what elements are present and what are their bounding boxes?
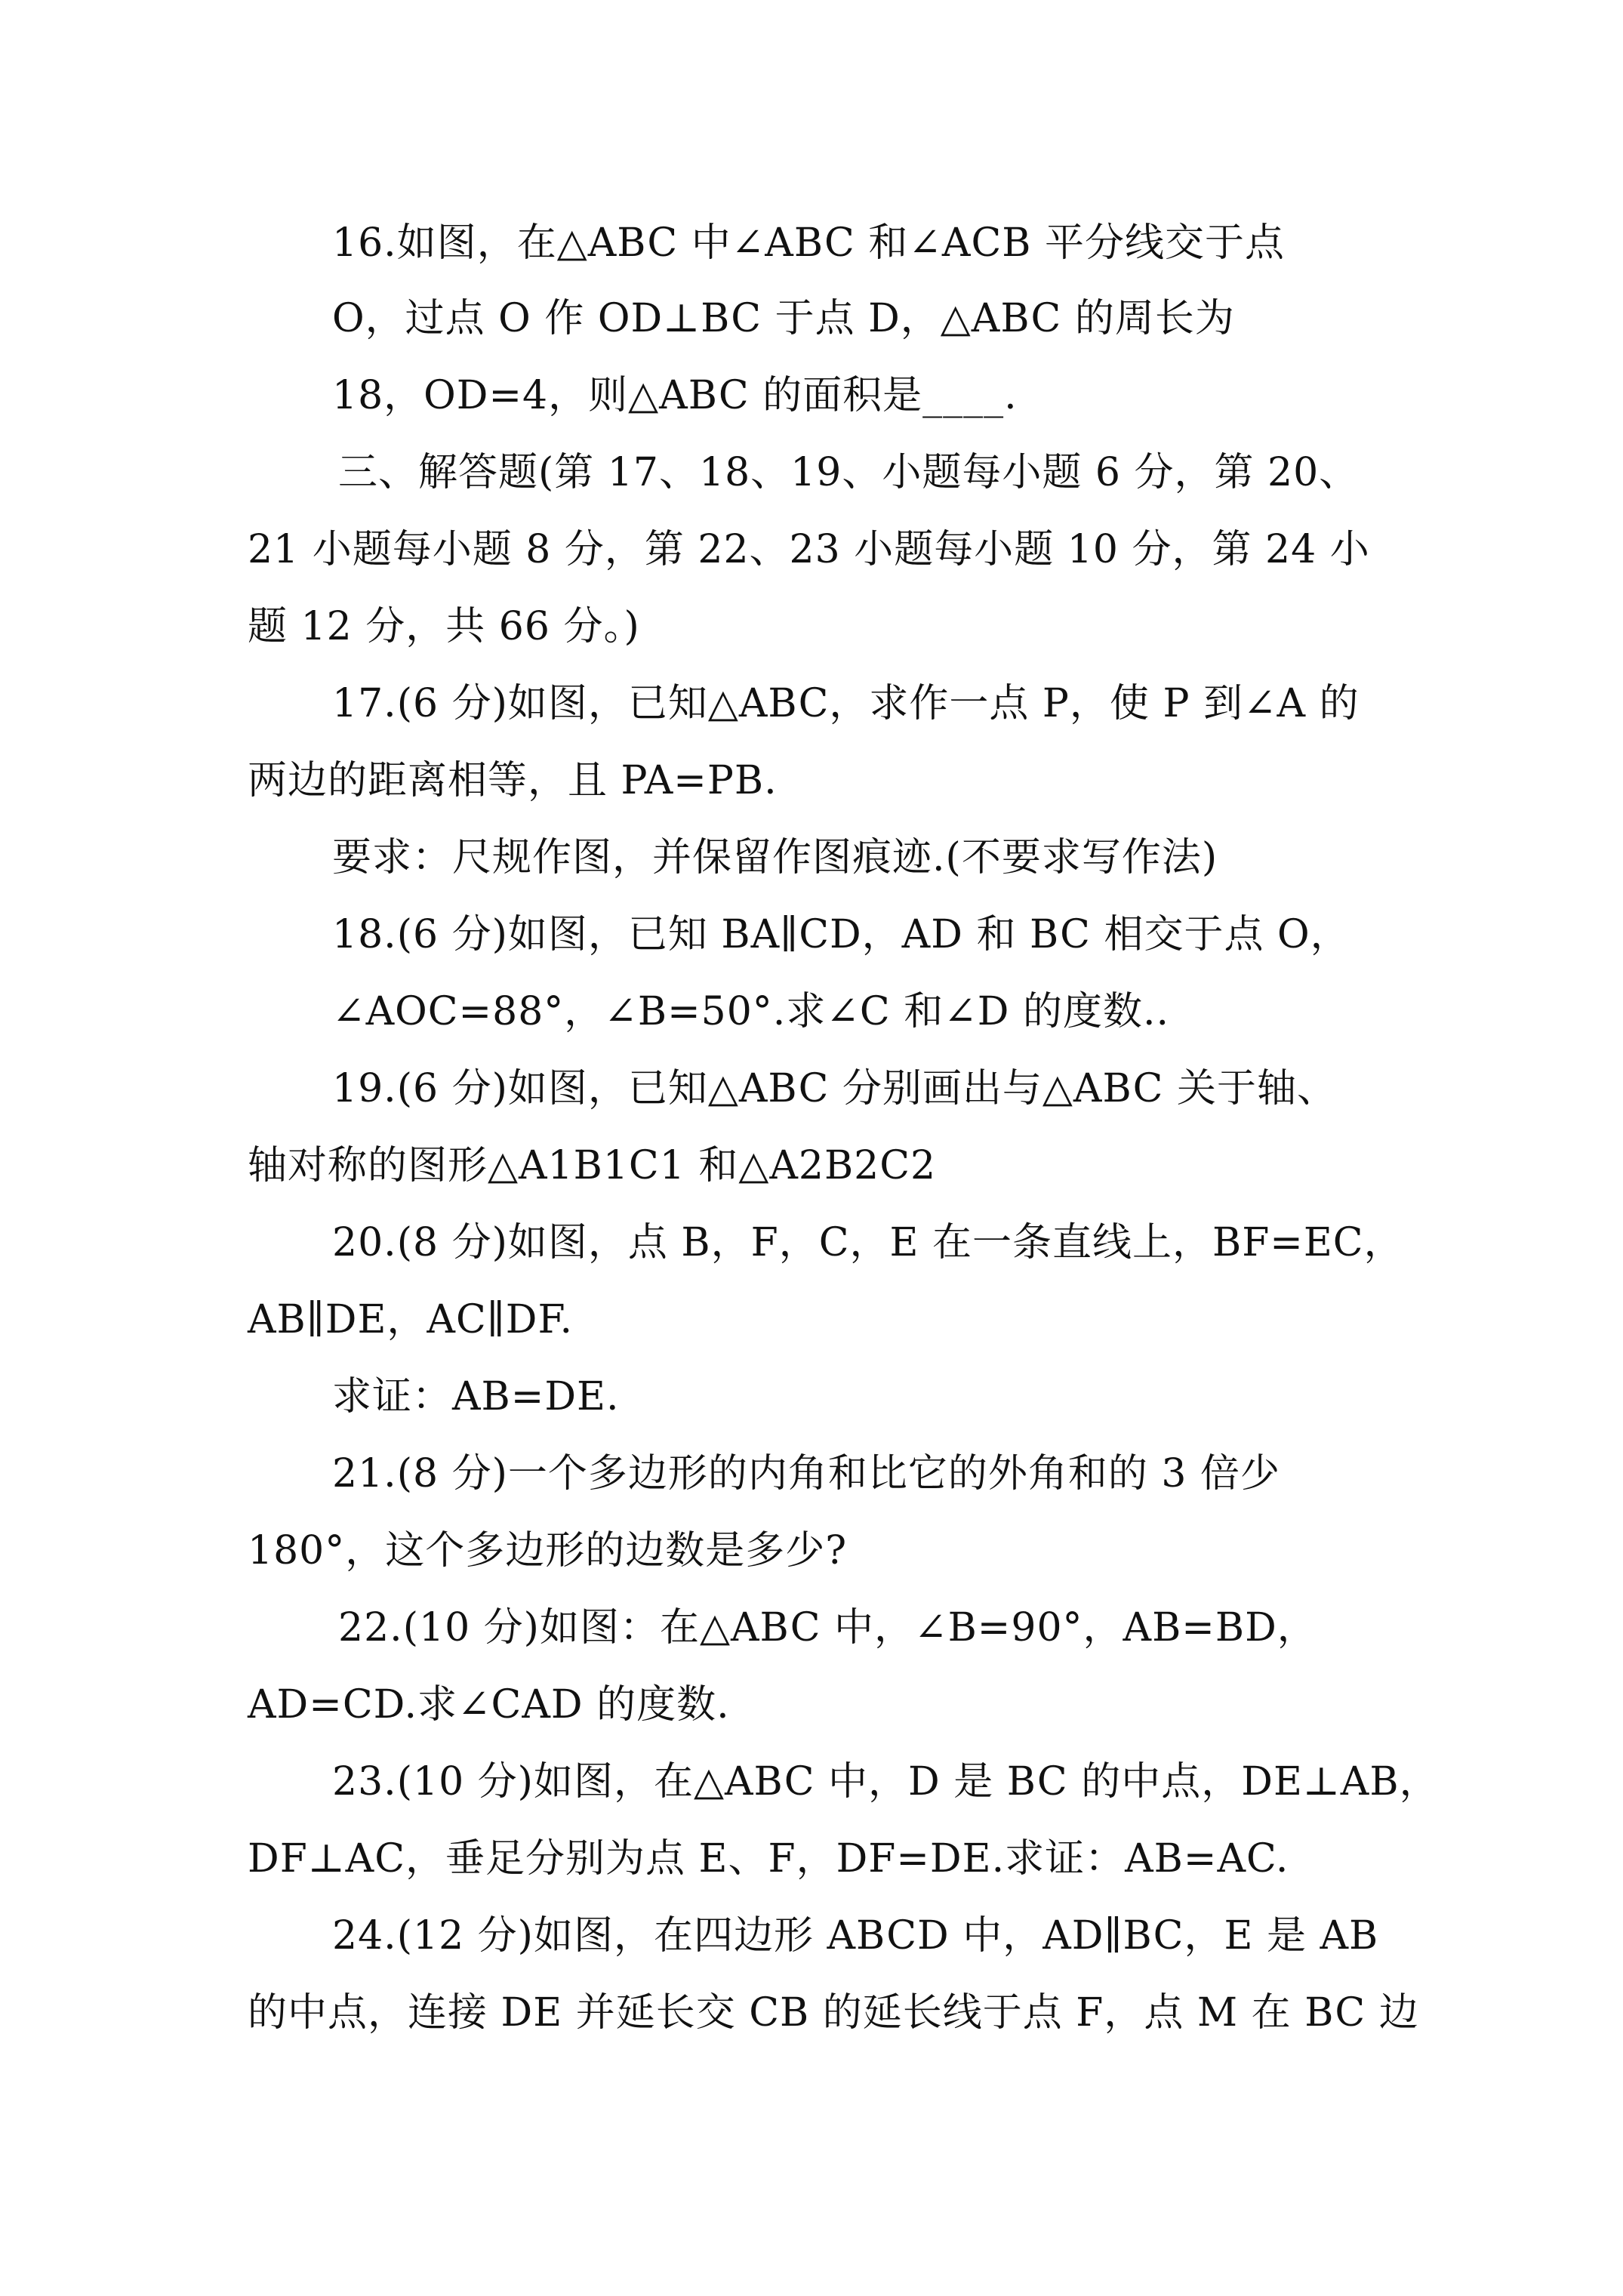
q18-line-2: ∠AOC=88°，∠B=50°.求∠C 和∠D 的度数.. <box>332 989 1170 1034</box>
q20-line-1: 20.(8 分)如图，点 B，F，C，E 在一条直线上，BF=EC， <box>332 1220 1404 1265</box>
section-3-heading-line-1: 三、解答题(第 17、18、19、小题每小题 6 分，第 20、 <box>338 450 1360 495</box>
q22-line-2: AD=CD.求∠CAD 的度数. <box>248 1682 730 1727</box>
q21-line-1: 21.(8 分)一个多边形的内角和比它的外角和的 3 倍少 <box>332 1451 1281 1496</box>
q24-line-1: 24.(12 分)如图，在四边形 ABCD 中，AD∥BC，E 是 AB <box>332 1913 1379 1959</box>
q19-line-2: 轴对称的图形△A1B1C1 和△A2B2C2 <box>248 1143 937 1188</box>
q17-line-2: 两边的距离相等，且 PA=PB. <box>248 758 778 803</box>
section-3-heading-line-2: 21 小题每小题 8 分，第 22、23 小题每小题 10 分，第 24 小 <box>248 527 1370 572</box>
q23-line-2: DF⊥AC，垂足分别为点 E、F，DF=DE.求证：AB=AC. <box>248 1836 1289 1881</box>
q24-line-2: 的中点，连接 DE 并延长交 CB 的延长线于点 F，点 M 在 BC 边 <box>248 1990 1419 2036</box>
q22-line-1: 22.(10 分)如图：在△ABC 中，∠B=90°，AB=BD， <box>338 1605 1317 1650</box>
q16-line-3: 18，OD=4，则△ABC 的面积是____. <box>332 373 1018 418</box>
q17-line-1: 17.(6 分)如图，已知△ABC，求作一点 P，使 P 到∠A 的 <box>332 681 1360 726</box>
q16-line-1: 16.如图，在△ABC 中∠ABC 和∠ACB 平分线交于点 <box>332 220 1286 266</box>
q16-line-2: O，过点 O 作 OD⊥BC 于点 D，△ABC 的周长为 <box>332 296 1235 341</box>
q20-line-2: AB∥DE，AC∥DF. <box>248 1297 573 1342</box>
q19-line-1: 19.(6 分)如图，已知△ABC 分别画出与△ABC 关于轴、 <box>332 1066 1337 1111</box>
q20-prove: 求证：AB=DE. <box>332 1374 620 1419</box>
q21-line-2: 180°，这个多边形的边数是多少? <box>248 1528 848 1573</box>
q18-line-1: 18.(6 分)如图，已知 BA∥CD，AD 和 BC 相交于点 O， <box>332 912 1350 957</box>
section-3-heading-line-3: 题 12 分，共 66 分。) <box>248 604 640 649</box>
q23-line-1: 23.(10 分)如图，在△ABC 中，D 是 BC 的中点，DE⊥AB， <box>332 1759 1440 1804</box>
q17-requirement: 要求：尺规作图，并保留作图痕迹.(不要求写作法) <box>332 835 1218 880</box>
